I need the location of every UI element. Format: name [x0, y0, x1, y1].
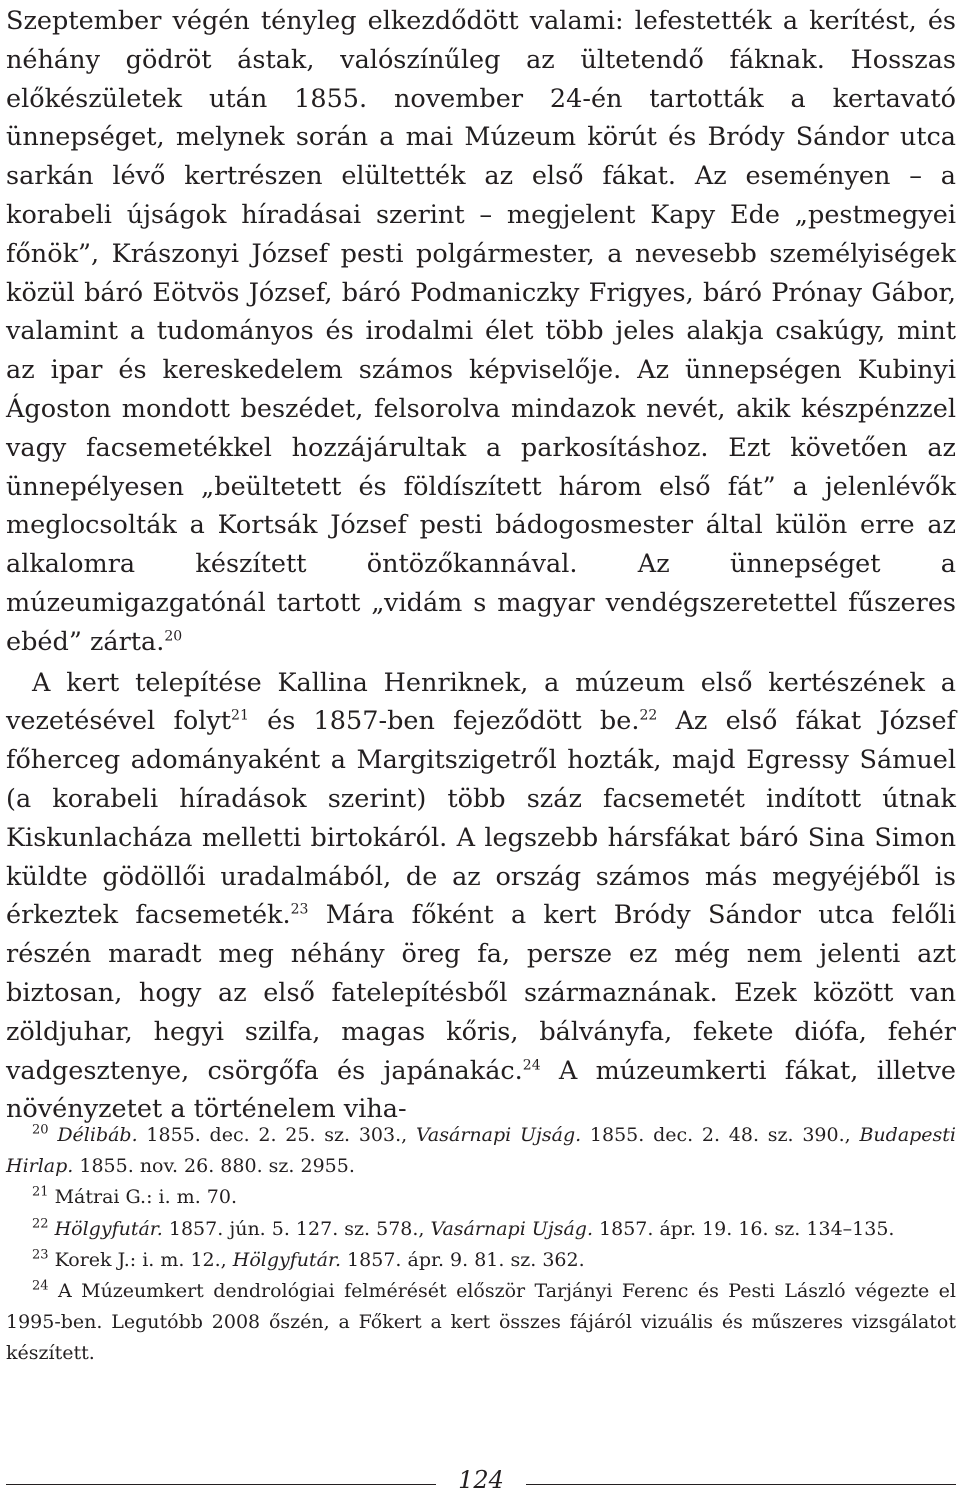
paragraph-2-text-b: és 1857-ben fejeződött be.	[248, 706, 640, 737]
folio-rule-left	[6, 1484, 436, 1485]
footnote-number: 22	[32, 1216, 49, 1232]
footnote-number: 23	[32, 1247, 49, 1263]
footnote-italic: Vasárnapi Ujság.	[415, 1124, 582, 1146]
footnote-italic: Budapesti Hirlap.	[6, 1124, 957, 1178]
footnote-20	[6, 1120, 956, 1182]
footnote-number: 24	[32, 1278, 49, 1294]
footnote-text: Korek J.: i. m. 12.,	[54, 1248, 233, 1271]
footnote-23	[6, 1245, 956, 1276]
paragraph-2-text-e: A múzeumkerti fákat, illetve növényzetet a történelem viha-	[6, 1055, 956, 1125]
footnote-22	[6, 1214, 956, 1245]
footnote-21	[6, 1182, 956, 1213]
footnote-number: 21	[32, 1185, 49, 1201]
footnote-text: Mátrai G.: i. m. 70.	[54, 1186, 237, 1209]
footnote-ref-22[interactable]: 22	[639, 707, 658, 724]
paragraph-2-text-d: Mára főként a kert Bródy Sándor utca felőli részén maradt meg néhány öreg fa, persze ez még nem jelenti azt biztosan, hogy az első fatelepítésből származnának. Ezek között van zöldjuhar, hegyi szilfa, magas kőris, bálványfa, fekete diófa, fehér vadgesztenye, csörgőfa és japánakác.	[6, 900, 956, 1086]
folio-rule-right	[526, 1484, 956, 1485]
footnote-ref-20[interactable]: 20	[164, 628, 183, 645]
paragraph-2-text-c: Az első fákat József főherceg adományaként a Margitszigetről hozták, majd Egressy Sámuel (a korabeli híradások szerint) több száz facsemetét indított útnak Kiskunlacháza melletti birtokáról. A legszebb hársfákat báró Sina Simon küldte gödöllői uradalmából, de az ország számos más megyéjéből is érkeztek facsemeték.	[6, 706, 956, 931]
footnote-text: A Múzeumkert dendrológiai felmérését először Tarjányi Ferenc és Pesti László végezte el 1995-ben. Legutóbb 2008 őszén, a Főkert a kert összes fájáról vizuális és műszeres vizsgálatot készített.	[6, 1280, 956, 1365]
footnote-ref-24[interactable]: 24	[522, 1057, 541, 1074]
footnote-text: 1855. dec. 2. 25. sz. 303.,	[137, 1124, 416, 1146]
paragraph-1-text: Szeptember végén tényleg elkezdődött valami: lefestették a kerítést, és néhány gödröt ástak, valószínűleg az ültetendő fáknak. Hosszas előkészületek után 1855. november 24-én tartották a kertavató ünnepséget, melynek során a mai Múzeum körút és Bródy Sándor utca sarkán lévő kertrészen elültették az első fákat. Az eseményen – a korabeli újságok híradásai szerint – megjelent Kapy Ede „pestmegyei főnök”, Krászonyi József pesti polgármester, a nevesebb személyiségek közül báró Eötvös József, báró Podmaniczky Frigyes, báró Prónay Gábor, valamint a tudományos és irodalmi élet több jeles alakja csakúgy, mint az ipar és kereskedelem számos képviselője. Az ünnepségen Kubinyi Ágoston mondott beszédet, felsorolva mindazok nevét, akik készpénzzel vagy facsemetékkel hozzájárultak a parkosításhoz. Ezt követően az ünnepélyesen „beültetett és földíszített három első fát” a jelenlévők meglocsolták a Kortsák József pesti bádogosmester által külön erre az alkalomra készített öntözőkannával. Az ünnepséget a múzeumigazgatónál tartott „vidám s magyar vendégszeretettel fűszeres ebéd” zárta.	[6, 6, 956, 657]
footnote-text: 1855. dec. 2. 48. sz. 390.,	[581, 1124, 860, 1146]
footnote-italic: Vasárnapi Ujság.	[430, 1217, 593, 1240]
paragraph-2	[6, 662, 956, 1130]
paragraph-1	[6, 0, 956, 662]
footnote-text: 1857. ápr. 9. 81. sz. 362.	[341, 1248, 585, 1271]
footnote-ref-21[interactable]: 21	[231, 707, 249, 724]
footnotes	[6, 1120, 956, 1370]
footnote-text: 1855. nov. 26. 880. sz. 2955.	[73, 1155, 355, 1178]
footnote-number: 20	[32, 1122, 49, 1138]
main-text	[6, 0, 956, 1129]
footnote-italic: Hölgyfutár.	[232, 1248, 342, 1271]
page-number: 124	[458, 1466, 504, 1494]
footnote-italic: Hölgyfutár.	[54, 1217, 163, 1240]
footnote-text: 1857. ápr. 19. 16. sz. 134–135.	[593, 1217, 895, 1240]
footnote-24	[6, 1276, 956, 1370]
footnote-italic: Délibáb.	[57, 1124, 138, 1146]
footnote-text: 1857. jún. 5. 127. sz. 578.,	[162, 1217, 431, 1240]
paragraph-2-text-a: A kert telepítése Kallina Henriknek, a múzeum első kertészének a vezetésével folyt	[6, 667, 956, 737]
footnote-ref-23[interactable]: 23	[290, 901, 309, 918]
